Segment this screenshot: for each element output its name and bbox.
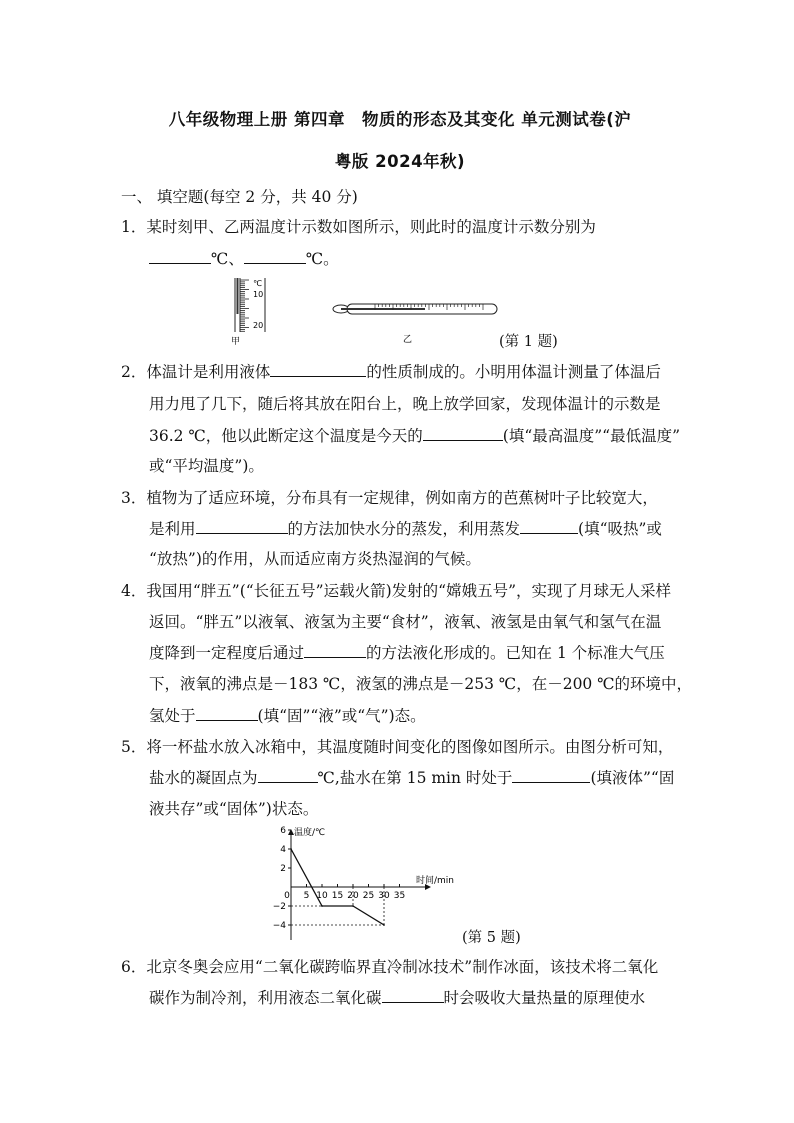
exam-title-line-2: 粤版 2024年秋) xyxy=(334,152,466,171)
q4-text-5b: (填“固”“液”或“气”)态。 xyxy=(257,707,426,725)
x-tick-label: 0 xyxy=(284,891,290,901)
q6-answer-blank-1[interactable] xyxy=(382,988,444,1003)
data-point xyxy=(290,848,292,850)
q5-answer-blank-1[interactable] xyxy=(258,768,318,783)
q3-line-1: 3．植物为了适应环境，分布具有一定规律，例如南方的芭蕉树叶子比较宽大， xyxy=(121,489,658,507)
q4-answer-blank-1[interactable] xyxy=(304,643,366,658)
x-tick-label: 10 xyxy=(316,891,328,901)
y-tick-label: 6 xyxy=(280,826,286,836)
y-axis-label: 温度/℃ xyxy=(294,828,326,838)
q5-text-2b: ℃,盐水在第 15 min 时处于 xyxy=(317,769,513,787)
q3-text-2a: 是利用 xyxy=(149,520,196,538)
y-tick-label: 2 xyxy=(280,864,286,874)
q5-line-2 xyxy=(149,768,674,788)
q3-text-2b: 的方法加快水分的蒸发，利用蒸发 xyxy=(287,520,521,538)
y-tick-label: −2 xyxy=(272,902,286,912)
x-tick-label: 15 xyxy=(331,891,344,901)
x-tick-label: 35 xyxy=(393,891,406,901)
therm-a-top-label: 10 xyxy=(253,290,264,299)
q3-text-2c: (填“吸热”或 xyxy=(578,520,662,538)
q5-temperature-time-chart xyxy=(270,822,455,944)
q2-answer-blank-2[interactable] xyxy=(423,426,503,441)
q4-text-5a: 氢处于 xyxy=(149,707,196,725)
thermometer-a xyxy=(231,278,265,347)
q5-text-2c: (填液体”“固 xyxy=(590,769,675,787)
therm-a-unit: ℃ xyxy=(253,279,262,288)
q2-line-4: 或“平均温度”)。 xyxy=(149,457,264,475)
q6-line-1: 6．北京冬奥会应用“二氧化碳跨临界直冷制冰技术”制作冰面，该技术将二氧化 xyxy=(121,958,659,976)
q1-answer-blank-1[interactable] xyxy=(149,249,211,264)
q2-text-3b: (填“最高温度”“最低温度” xyxy=(502,427,681,445)
data-point xyxy=(383,924,385,926)
q2-text-3a: 36.2 ℃，他以此断定这个温度是今天的 xyxy=(149,427,423,445)
therm-a-label: 甲 xyxy=(231,337,241,347)
q1-line-1: 1．某时刻甲、乙两温度计示数如图所示，则此时的温度计示数分别为 xyxy=(121,218,596,236)
q1-unit-1: ℃、 xyxy=(211,250,244,268)
q4-line-2: 返回。“胖五”以液氧、液氢为主要“食材”，液氧、液氢是由氧气和氢气在温 xyxy=(149,613,662,631)
q2-line-1 xyxy=(121,362,661,382)
q4-line-3 xyxy=(149,643,665,663)
data-point xyxy=(352,905,354,907)
q5-text-2a: 盐水的凝固点为 xyxy=(149,769,258,787)
q5-answer-blank-2[interactable] xyxy=(512,768,590,783)
y-tick-label: −4 xyxy=(272,921,286,931)
q4-line-4: 下，液氧的沸点是－183 ℃，液氢的沸点是－253 ℃，在－200 ℃的环境中， xyxy=(149,675,693,693)
x-tick-label: 20 xyxy=(347,891,359,901)
q5-line-3: 液共存”或“固体”)状态。 xyxy=(149,800,319,818)
q3-line-3: “放热”)的作用，从而适应南方炎热湿润的气候。 xyxy=(149,550,481,568)
y-tick-label: 4 xyxy=(280,845,286,855)
q6-line-2 xyxy=(149,988,645,1008)
x-tick-label: 30 xyxy=(378,891,390,901)
q5-figure-caption: (第 5 题) xyxy=(462,930,521,946)
section-heading: 一、 填空题(每空 2 分，共 40 分) xyxy=(121,188,358,206)
q4-answer-blank-2[interactable] xyxy=(196,706,258,721)
q5-line-1: 5．将一杯盐水放入冰箱中，其温度随时间变化的图像如图所示。由图分析可知， xyxy=(121,738,674,756)
q4-text-3a: 度降到一定程度后通过 xyxy=(149,644,305,662)
q2-line-3 xyxy=(149,426,680,446)
q4-text-3b: 的方法液化形成的。已知在 1 个标准大气压 xyxy=(366,644,665,662)
data-point xyxy=(321,905,323,907)
therm-a-bottom-label: 20 xyxy=(253,321,264,330)
q2-answer-blank-1[interactable] xyxy=(270,362,366,377)
q1-line-2 xyxy=(149,249,339,269)
q2-line-2: 用力甩了几下，随后将其放在阳台上，晚上放学回家，发现体温计的示数是 xyxy=(149,395,661,413)
x-axis-label: 时间/min xyxy=(416,876,455,886)
q1-thermometer-figure xyxy=(225,274,515,348)
q4-line-5 xyxy=(149,706,426,726)
q1-unit-2: ℃。 xyxy=(305,250,339,268)
q2-text-1a: 2．体温计是利用液体 xyxy=(121,363,271,381)
therm-b-label: 乙 xyxy=(403,335,413,345)
x-tick-label: 25 xyxy=(362,891,375,901)
q3-answer-blank-1[interactable] xyxy=(196,519,288,534)
q3-answer-blank-2[interactable] xyxy=(520,519,578,534)
q3-line-2 xyxy=(149,519,662,539)
exam-title-line-1: 八年级物理上册 第四章 物质的形态及其变化 单元测试卷(沪 xyxy=(168,110,632,129)
q6-text-2b: 时会吸收大量热量的原理使水 xyxy=(443,989,646,1007)
q2-text-1b: 的性质制成的。小明用体温计测量了体温后 xyxy=(366,363,661,381)
thermometer-b xyxy=(333,304,497,345)
q1-figure-caption: (第 1 题) xyxy=(499,334,558,350)
x-tick-label: 5 xyxy=(303,891,310,901)
q4-line-1: 4．我国用“胖五”(“长征五号”运载火箭)发射的“嫦娥五号”，实现了月球无人采样 xyxy=(121,582,672,600)
q6-text-2a: 碳作为制冷剂，利用液态二氧化碳 xyxy=(149,989,382,1007)
q1-answer-blank-2[interactable] xyxy=(244,249,306,264)
